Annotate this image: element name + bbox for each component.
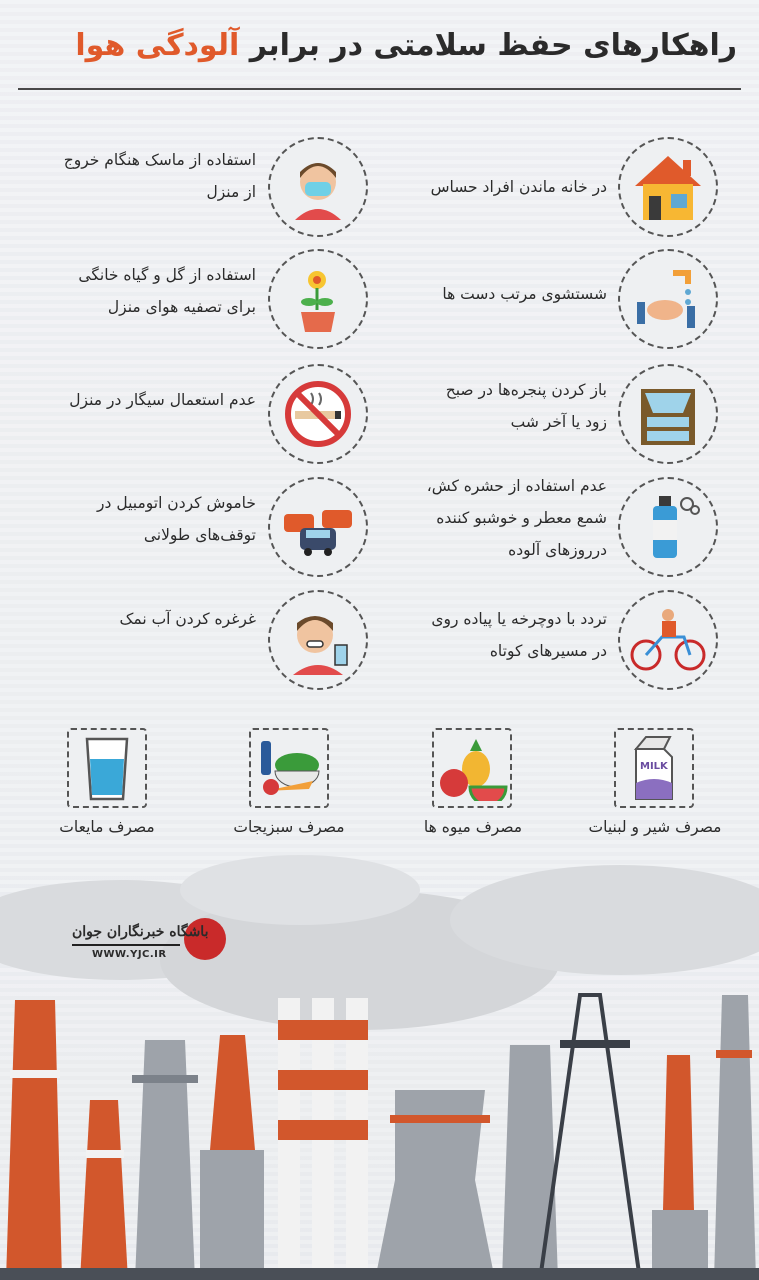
cars-icon	[268, 477, 368, 577]
consumption-label: مصرف سبزیجات	[233, 818, 345, 836]
title-highlight: آلودگی هوا	[75, 28, 240, 63]
tip-label: عدم استفاده از حشره کش، شمع معطر و خوشبو کننده درروزهای آلوده	[426, 477, 607, 559]
bicycle-icon	[618, 590, 718, 690]
title-main: راهکارهای حفظ سلامتی در برابر	[249, 28, 737, 63]
handwash-icon	[618, 249, 718, 349]
tip-label: استفاده از ماسک هنگام خروج از منزل	[63, 151, 256, 201]
tip-label: غرغره کردن آب نمک	[119, 610, 256, 628]
mask-person-icon	[268, 137, 368, 237]
title-underline	[18, 88, 741, 90]
no-smoking-icon	[268, 364, 368, 464]
tip-label: خاموش کردن اتومبیل در توقف‌های طولانی	[97, 494, 256, 544]
tip-label: شستشوی مرتب دست ها	[442, 285, 607, 303]
brand-divider	[72, 944, 180, 946]
tip-label: تردد با دوچرخه یا پیاده روی در مسیرهای کوتاه	[431, 610, 607, 660]
brand-name: باشگاه خبرنگاران جوان	[72, 924, 209, 940]
milk-text: MILK	[640, 761, 668, 772]
consumption-label: مصرف مایعات	[59, 818, 155, 836]
window-icon	[618, 364, 718, 464]
house-icon	[618, 137, 718, 237]
tip-label: استفاده از گل و گیاه خانگی برای تصفیه هوای منزل	[78, 266, 256, 316]
brand-url: WWW.YJC.IR	[92, 949, 167, 960]
gargle-person-icon	[268, 590, 368, 690]
tip-label: باز کردن پنجره‌ها در صبح زود یا آخر شب	[445, 381, 607, 431]
vegetables-icon	[249, 728, 329, 808]
water-glass-icon	[67, 728, 147, 808]
flower-pot-icon	[268, 249, 368, 349]
spray-icon	[618, 477, 718, 577]
page-title	[75, 28, 737, 63]
factory-illustration	[0, 850, 759, 1280]
consumption-label: مصرف میوه ها	[423, 818, 523, 836]
tip-label: در خانه ماندن افراد حساس	[430, 178, 607, 196]
fruits-icon	[432, 728, 512, 808]
milk-icon	[614, 728, 694, 808]
tip-label: عدم استعمال سیگار در منزل	[69, 391, 256, 409]
consumption-label: مصرف شیر و لبنیات	[588, 818, 722, 836]
